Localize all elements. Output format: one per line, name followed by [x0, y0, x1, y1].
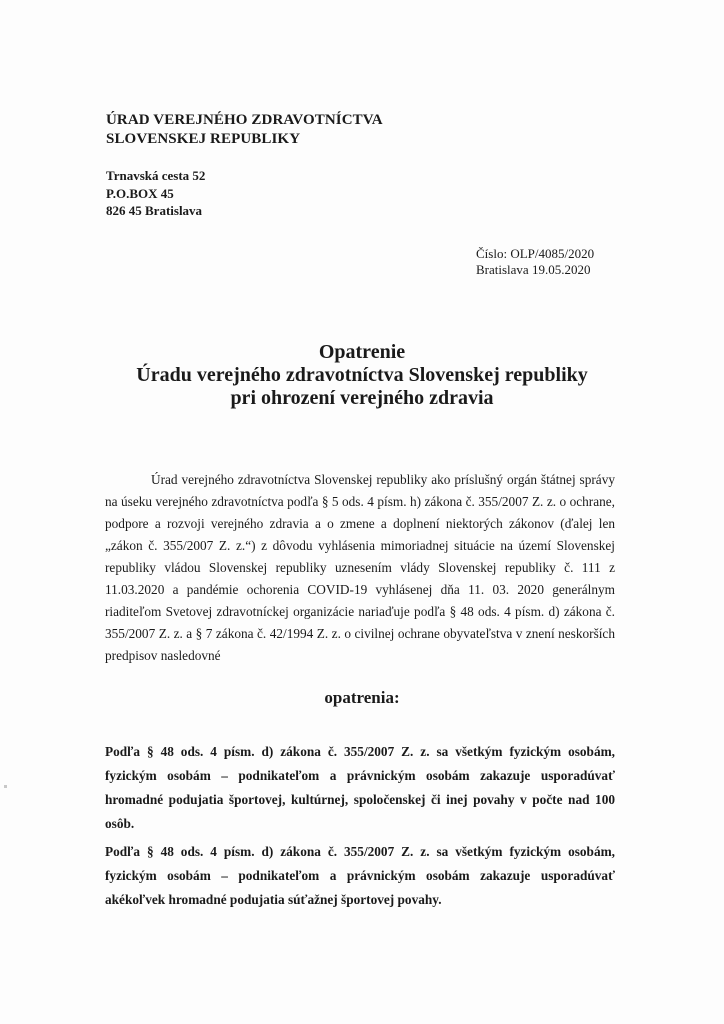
title-line-1: Opatrenie — [318, 341, 406, 363]
title-line-3: pri ohrození verejného zdravia — [230, 387, 494, 409]
preamble-paragraph: Úrad verejného zdravotníctva Slovenskej republiky ako príslušný orgán štátnej správy na úseku verejného zdravotníctva podľa § 5 ods. 4 písm. h) zákona č. 355/2007 Z. z. o ochrane, podpore a rozvoji verejného zdravia a o zmene a doplnení niektorých zákonov (ďalej len „zákon č. 355/2007 Z. z.“) z dôvodu vyhlásenia mimoriadnej situácie na území Slovenskej republiky vládou Slovenskej republiky uznesením vlády Slovenskej republiky č. 111 z 11.03.2020 a pandémie ochorenia COVID-19 vyhlásenej dňa 11. 03. 2020 generálnym riaditeľom Svetovej zdravotníckej organizácie nariaďuje podľa § 48 ods. 4 písm. d) zákona č. 355/2007 Z. z. a § 7 zákona č. 42/1994 Z. z. o civilnej ochrane obyvateľstva v znení neskorších predpisov nasledovné — [105, 472, 615, 663]
issuer-name — [106, 111, 383, 149]
issuer-address — [106, 167, 205, 220]
title-line-2: Úradu verejného zdravotníctva Slovenskej republiky — [136, 364, 588, 386]
issuer-name-line-1: ÚRAD VEREJNÉHO ZDRAVOTNÍCTVA — [106, 112, 383, 128]
address-street: Trnavská cesta 52 — [106, 168, 206, 183]
issuer-name-line-2: SLOVENSKEJ REPUBLIKY — [106, 131, 301, 147]
address-city: 826 45 Bratislava — [106, 203, 203, 218]
reference-block — [476, 246, 594, 278]
document-title — [0, 341, 724, 410]
reference-number: Číslo: OLP/4085/2020 — [476, 246, 595, 261]
reference-place-date: Bratislava 19.05.2020 — [476, 262, 591, 277]
scan-artifact — [4, 785, 7, 788]
measures-heading: opatrenia: — [324, 688, 400, 707]
measure-item: Podľa § 48 ods. 4 písm. d) zákona č. 355/2007 Z. z. sa všetkým fyzickým osobám, fyzickým osobám – podnikateľom a právnickým osobám zakazuje usporadúvať hromadné podujatia športovej, kultúrnej, spoločenskej či inej povahy v počte nad 100 osôb. — [105, 744, 615, 831]
measure-item: Podľa § 48 ods. 4 písm. d) zákona č. 355/2007 Z. z. sa všetkým fyzickým osobám, fyzickým osobám – podnikateľom a právnickým osobám zakazuje usporadúvať akékoľvek hromadné podujatia súťažnej športovej povahy. — [105, 844, 615, 907]
address-po-box: P.O.BOX 45 — [106, 185, 174, 201]
